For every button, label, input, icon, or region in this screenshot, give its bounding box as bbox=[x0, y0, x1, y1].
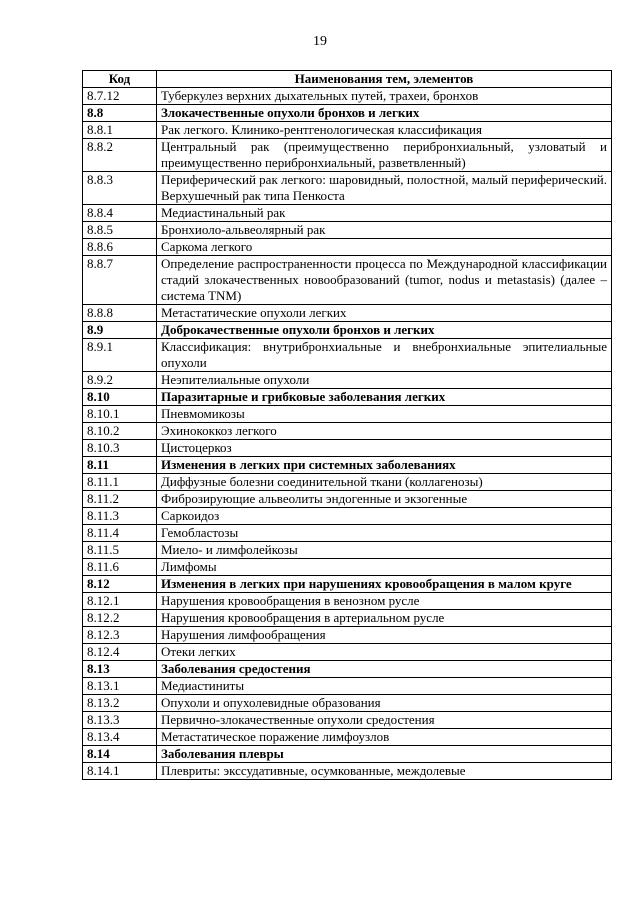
table-row bbox=[83, 339, 612, 372]
row-name: Нарушения кровообращения в артериальном русле bbox=[157, 610, 612, 627]
section-row bbox=[83, 322, 612, 339]
table-row bbox=[83, 88, 612, 105]
table-row bbox=[83, 729, 612, 746]
table-row bbox=[83, 305, 612, 322]
table-row bbox=[83, 222, 612, 239]
row-code: 8.13 bbox=[83, 661, 157, 678]
table-row bbox=[83, 122, 612, 139]
table-row bbox=[83, 440, 612, 457]
row-code: 8.8.4 bbox=[83, 205, 157, 222]
table-row bbox=[83, 406, 612, 423]
row-name: Неэпителиальные опухоли bbox=[157, 372, 612, 389]
row-name: Плевриты: экссудативные, осумкованные, междолевые bbox=[157, 763, 612, 780]
row-name: Медиастиниты bbox=[157, 678, 612, 695]
table-row bbox=[83, 525, 612, 542]
table-row bbox=[83, 678, 612, 695]
row-code: 8.14.1 bbox=[83, 763, 157, 780]
row-name: Изменения в легких при системных заболеваниях bbox=[157, 457, 612, 474]
table-row bbox=[83, 256, 612, 305]
row-code: 8.11.1 bbox=[83, 474, 157, 491]
row-code: 8.11.2 bbox=[83, 491, 157, 508]
row-name: Нарушения кровообращения в венозном русле bbox=[157, 593, 612, 610]
row-name: Саркома легкого bbox=[157, 239, 612, 256]
table-row bbox=[83, 474, 612, 491]
header-name: Наименования тем, элементов bbox=[157, 71, 612, 88]
page-number: 19 bbox=[313, 34, 327, 49]
row-code: 8.11.4 bbox=[83, 525, 157, 542]
row-name: Первично-злокачественные опухоли средостения bbox=[157, 712, 612, 729]
row-name: Бронхиоло-альвеолярный рак bbox=[157, 222, 612, 239]
row-code: 8.12.2 bbox=[83, 610, 157, 627]
row-code: 8.9 bbox=[83, 322, 157, 339]
row-name: Рак легкого. Клинико-рентгенологическая классификация bbox=[157, 122, 612, 139]
row-name: Миело- и лимфолейкозы bbox=[157, 542, 612, 559]
row-name: Отеки легких bbox=[157, 644, 612, 661]
table-row bbox=[83, 508, 612, 525]
row-code: 8.11.3 bbox=[83, 508, 157, 525]
row-code: 8.10.2 bbox=[83, 423, 157, 440]
table-row bbox=[83, 610, 612, 627]
header-code: Код bbox=[83, 71, 157, 88]
table-row bbox=[83, 491, 612, 508]
row-name: Фиброзирующие альвеолиты эндогенные и экзогенные bbox=[157, 491, 612, 508]
row-code: 8.11 bbox=[83, 457, 157, 474]
table-row bbox=[83, 763, 612, 780]
row-name: Медиастинальный рак bbox=[157, 205, 612, 222]
row-name: Паразитарные и грибковые заболевания легких bbox=[157, 389, 612, 406]
row-code: 8.13.2 bbox=[83, 695, 157, 712]
row-code: 8.8.7 bbox=[83, 256, 157, 305]
row-name: Периферический рак легкого: шаровидный, полостной, малый периферический. Верхушечный рак типа Пенкоста bbox=[157, 172, 612, 205]
row-code: 8.11.5 bbox=[83, 542, 157, 559]
row-code: 8.12 bbox=[83, 576, 157, 593]
row-code: 8.9.2 bbox=[83, 372, 157, 389]
row-code: 8.12.4 bbox=[83, 644, 157, 661]
row-name: Гемобластозы bbox=[157, 525, 612, 542]
table-header-row bbox=[83, 71, 612, 88]
table-row bbox=[83, 239, 612, 256]
table-row bbox=[83, 712, 612, 729]
table-row bbox=[83, 695, 612, 712]
row-name: Доброкачественные опухоли бронхов и легких bbox=[157, 322, 612, 339]
row-code: 8.12.1 bbox=[83, 593, 157, 610]
section-row bbox=[83, 105, 612, 122]
row-code: 8.13.3 bbox=[83, 712, 157, 729]
row-name: Цистоцеркоз bbox=[157, 440, 612, 457]
row-code: 8.9.1 bbox=[83, 339, 157, 372]
topics-table bbox=[82, 70, 612, 780]
row-name: Эхинококкоз легкого bbox=[157, 423, 612, 440]
row-name: Метастатические опухоли легких bbox=[157, 305, 612, 322]
row-code: 8.8.1 bbox=[83, 122, 157, 139]
row-name: Заболевания плевры bbox=[157, 746, 612, 763]
row-code: 8.12.3 bbox=[83, 627, 157, 644]
table-row bbox=[83, 542, 612, 559]
table-row bbox=[83, 559, 612, 576]
row-code: 8.8.5 bbox=[83, 222, 157, 239]
table-row bbox=[83, 593, 612, 610]
table-row bbox=[83, 627, 612, 644]
row-name: Определение распространенности процесса по Международной классификации стадий злокачественных новообразований (tumor, nodus и metastasis) (далее – система TNM) bbox=[157, 256, 612, 305]
row-code: 8.14 bbox=[83, 746, 157, 763]
row-code: 8.10.3 bbox=[83, 440, 157, 457]
row-name: Метастатическое поражение лимфоузлов bbox=[157, 729, 612, 746]
row-code: 8.8.8 bbox=[83, 305, 157, 322]
row-name: Заболевания средостения bbox=[157, 661, 612, 678]
row-name: Центральный рак (преимущественно перибронхиальный, узловатый и преимущественно перибронхиальный, разветвленный) bbox=[157, 139, 612, 172]
row-code: 8.8.6 bbox=[83, 239, 157, 256]
row-code: 8.8.2 bbox=[83, 139, 157, 172]
row-code: 8.8.3 bbox=[83, 172, 157, 205]
row-name: Опухоли и опухолевидные образования bbox=[157, 695, 612, 712]
row-code: 8.13.4 bbox=[83, 729, 157, 746]
row-code: 8.8 bbox=[83, 105, 157, 122]
section-row bbox=[83, 661, 612, 678]
row-code: 8.10 bbox=[83, 389, 157, 406]
table-row bbox=[83, 644, 612, 661]
row-code: 8.11.6 bbox=[83, 559, 157, 576]
row-name: Изменения в легких при нарушениях кровообращения в малом круге bbox=[157, 576, 612, 593]
table-row bbox=[83, 372, 612, 389]
section-row bbox=[83, 389, 612, 406]
row-code: 8.13.1 bbox=[83, 678, 157, 695]
section-row bbox=[83, 457, 612, 474]
row-code: 8.10.1 bbox=[83, 406, 157, 423]
row-name: Злокачественные опухоли бронхов и легких bbox=[157, 105, 612, 122]
table-body bbox=[83, 88, 612, 780]
row-name: Туберкулез верхних дыхательных путей, трахеи, бронхов bbox=[157, 88, 612, 105]
table-row bbox=[83, 172, 612, 205]
row-name: Диффузные болезни соединительной ткани (коллагенозы) bbox=[157, 474, 612, 491]
row-name: Саркоидоз bbox=[157, 508, 612, 525]
row-name: Нарушения лимфообращения bbox=[157, 627, 612, 644]
table-row bbox=[83, 205, 612, 222]
row-code: 8.7.12 bbox=[83, 88, 157, 105]
row-name: Классификация: внутрибронхиальные и внебронхиальные эпителиальные опухоли bbox=[157, 339, 612, 372]
section-row bbox=[83, 576, 612, 593]
section-row bbox=[83, 746, 612, 763]
table-row bbox=[83, 423, 612, 440]
row-name: Лимфомы bbox=[157, 559, 612, 576]
table-row bbox=[83, 139, 612, 172]
row-name: Пневмомикозы bbox=[157, 406, 612, 423]
